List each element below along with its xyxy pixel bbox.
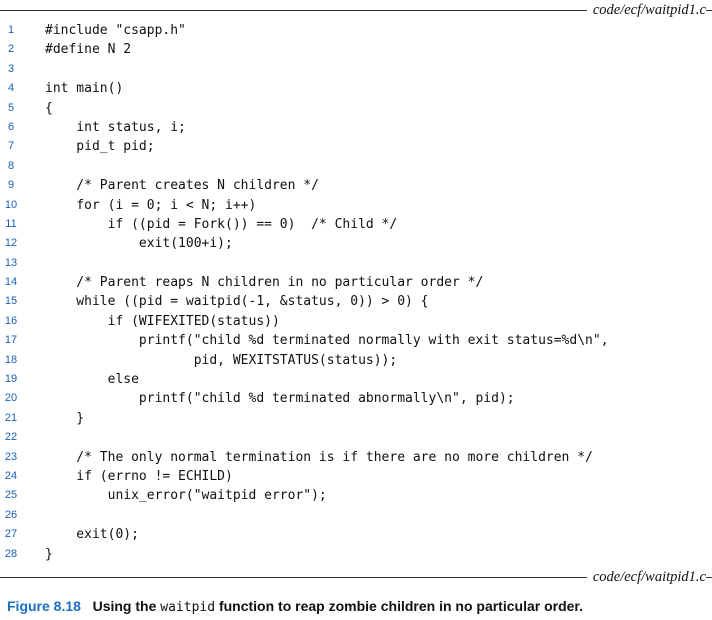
- code-line: [0, 157, 712, 176]
- code-text: else: [45, 372, 139, 388]
- line-number: 8: [7, 159, 15, 172]
- line-number: 28: [4, 547, 18, 560]
- code-line: [0, 60, 712, 79]
- line-number: 17: [4, 334, 18, 347]
- code-text: for (i = 0; i < N; i++): [45, 197, 257, 213]
- code-text: }: [45, 546, 53, 562]
- code-line: [0, 21, 712, 40]
- code-text: /* Parent creates N children */: [45, 178, 319, 194]
- line-number: 26: [4, 508, 18, 521]
- code-line: [0, 292, 712, 311]
- code-line: [0, 506, 712, 525]
- line-number: 22: [4, 431, 18, 444]
- code-text: if (errno != ECHILD): [45, 468, 233, 484]
- line-number: 15: [4, 295, 18, 308]
- line-number: 9: [7, 179, 15, 192]
- code-line: [0, 254, 712, 273]
- code-line: [0, 176, 712, 195]
- code-line: [0, 79, 712, 98]
- code-line: [0, 40, 712, 59]
- line-number: 6: [7, 120, 15, 133]
- code-listing: [0, 21, 712, 564]
- code-text: printf("child %d terminated abnormally\n", pid);: [45, 391, 515, 407]
- line-number: 20: [4, 392, 18, 405]
- code-text: }: [45, 410, 85, 426]
- code-line: [0, 312, 712, 331]
- code-line: [0, 351, 712, 370]
- line-number: 18: [4, 353, 18, 366]
- code-line: [0, 118, 712, 137]
- code-line: [0, 409, 712, 428]
- code-line: [0, 370, 712, 389]
- code-text: int main(): [45, 81, 124, 97]
- line-number: 7: [7, 140, 15, 153]
- caption-text-before: Using the: [92, 598, 161, 614]
- top-file-path: code/ecf/waitpid1.c: [587, 1, 706, 19]
- line-number: 25: [4, 489, 18, 502]
- line-number: 14: [4, 276, 18, 289]
- code-text: unix_error("waitpid error");: [45, 488, 327, 504]
- line-number: 11: [5, 217, 17, 230]
- caption-code-word: waitpid: [160, 600, 216, 615]
- line-number: 1: [7, 24, 15, 36]
- code-text: exit(100+i);: [45, 236, 233, 252]
- code-text: int status, i;: [45, 119, 186, 135]
- line-number: 2: [7, 43, 15, 56]
- line-number: 23: [4, 450, 18, 463]
- code-line: [0, 273, 712, 292]
- code-text: while ((pid = waitpid(-1, &status, 0)) > 0) {: [45, 294, 429, 310]
- code-line: [0, 486, 712, 505]
- code-text: if ((pid = Fork()) == 0) /* Child */: [45, 216, 398, 232]
- code-text: /* Parent reaps N children in no particular order */: [45, 275, 484, 291]
- code-line: [0, 196, 712, 215]
- code-text: /* The only normal termination is if there are no more children */: [45, 449, 593, 465]
- code-text: #include "csapp.h": [45, 23, 186, 38]
- code-line: [0, 448, 712, 467]
- line-number: 16: [4, 314, 18, 327]
- code-line: [0, 389, 712, 408]
- line-number: 5: [7, 101, 15, 114]
- code-text: if (WIFEXITED(status)): [45, 313, 280, 329]
- code-text: #define N 2: [45, 42, 132, 58]
- line-number: 13: [4, 256, 18, 269]
- line-number: 4: [7, 82, 15, 95]
- code-line: [0, 137, 712, 156]
- line-number: 21: [4, 411, 18, 424]
- line-number: 19: [4, 373, 18, 386]
- code-line: [0, 234, 712, 253]
- code-line: [0, 99, 712, 118]
- code-line: [0, 428, 712, 447]
- figure-caption: [7, 597, 583, 617]
- code-line: [0, 545, 712, 564]
- code-text: pid, WEXITSTATUS(status));: [45, 352, 398, 368]
- bottom-file-path: code/ecf/waitpid1.c: [587, 568, 706, 586]
- code-text: pid_t pid;: [45, 139, 155, 155]
- code-line: [0, 525, 712, 544]
- figure-label: Figure 8.18: [7, 598, 81, 614]
- code-text: printf("child %d terminated normally with exit status=%d\n",: [45, 333, 609, 349]
- code-line: [0, 331, 712, 350]
- line-number: 24: [4, 469, 18, 482]
- code-line: [0, 215, 712, 234]
- top-file-rule: [0, 0, 712, 20]
- code-line: [0, 467, 712, 486]
- line-number: 27: [4, 528, 18, 541]
- caption-text-after: function to reap zombie children in no particular order.: [215, 598, 583, 614]
- bottom-file-rule: [0, 567, 712, 587]
- line-number: 10: [4, 198, 18, 211]
- code-text: {: [45, 100, 53, 116]
- line-number: 3: [7, 62, 15, 75]
- code-text: exit(0);: [45, 527, 139, 543]
- line-number: 12: [4, 237, 18, 250]
